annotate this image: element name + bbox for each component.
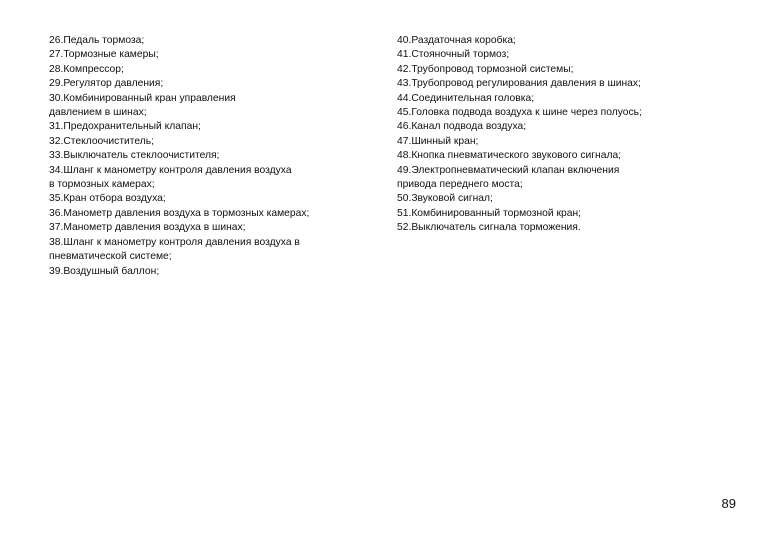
legend-item: 51.Комбинированный тормозной кран; — [397, 207, 582, 219]
legend-item: 30.Комбинированный кран управления давлением в шинах; — [49, 92, 236, 119]
legend-item: 42.Трубопровод тормозной системы; — [397, 63, 574, 75]
legend-item: 44.Соединительная головка; — [397, 92, 535, 104]
legend-list-left — [49, 34, 379, 279]
legend-item: 50.Звуковой сигнал; — [397, 193, 493, 205]
legend-item: 37.Манометр давления воздуха в шинах; — [49, 222, 246, 234]
legend-item: 45.Головка подвода воздуха к шине через полуось; — [397, 107, 642, 119]
legend-item: 36.Манометр давления воздуха в тормозных камерах; — [49, 207, 310, 219]
legend-item: 39.Воздушный баллон; — [49, 265, 160, 277]
legend-item: 52.Выключатель сигнала торможения. — [397, 222, 581, 234]
legend-item: 32.Стеклоочиститель; — [49, 135, 154, 147]
legend-item: 40.Раздаточная коробка; — [397, 35, 516, 46]
legend-item: 27.Тормозные камеры; — [49, 49, 159, 61]
legend-item: 38.Шланг к манометру контроля давления воздуха в пневматической системе; — [49, 236, 300, 263]
page-number: 89 — [721, 496, 736, 511]
legend-item: 31.Предохранительный клапан; — [49, 121, 201, 133]
legend-item: 43.Трубопровод регулирования давления в шинах; — [397, 78, 641, 90]
legend-item: 35.Кран отбора воздуха; — [49, 193, 166, 205]
legend-item: 28.Компрессор; — [49, 63, 124, 75]
legend-list-right — [397, 34, 767, 236]
legend-item: 33.Выключатель стеклоочистителя; — [49, 150, 220, 162]
legend-item: 29.Регулятор давления; — [49, 78, 164, 90]
legend-item: 34.Шланг к манометру контроля давления воздуха в тормозных камерах; — [49, 164, 292, 191]
legend-item: 41.Стояночный тормоз; — [397, 49, 510, 61]
legend-item: 49.Электропневматический клапан включения привода переднего моста; — [397, 164, 620, 191]
legend-item: 26.Педаль тормоза; — [49, 35, 145, 46]
legend-item: 46.Канал подвода воздуха; — [397, 121, 527, 133]
legend-item: 47.Шинный кран; — [397, 135, 479, 147]
legend-item: 48.Кнопка пневматического звукового сигнала; — [397, 150, 622, 162]
